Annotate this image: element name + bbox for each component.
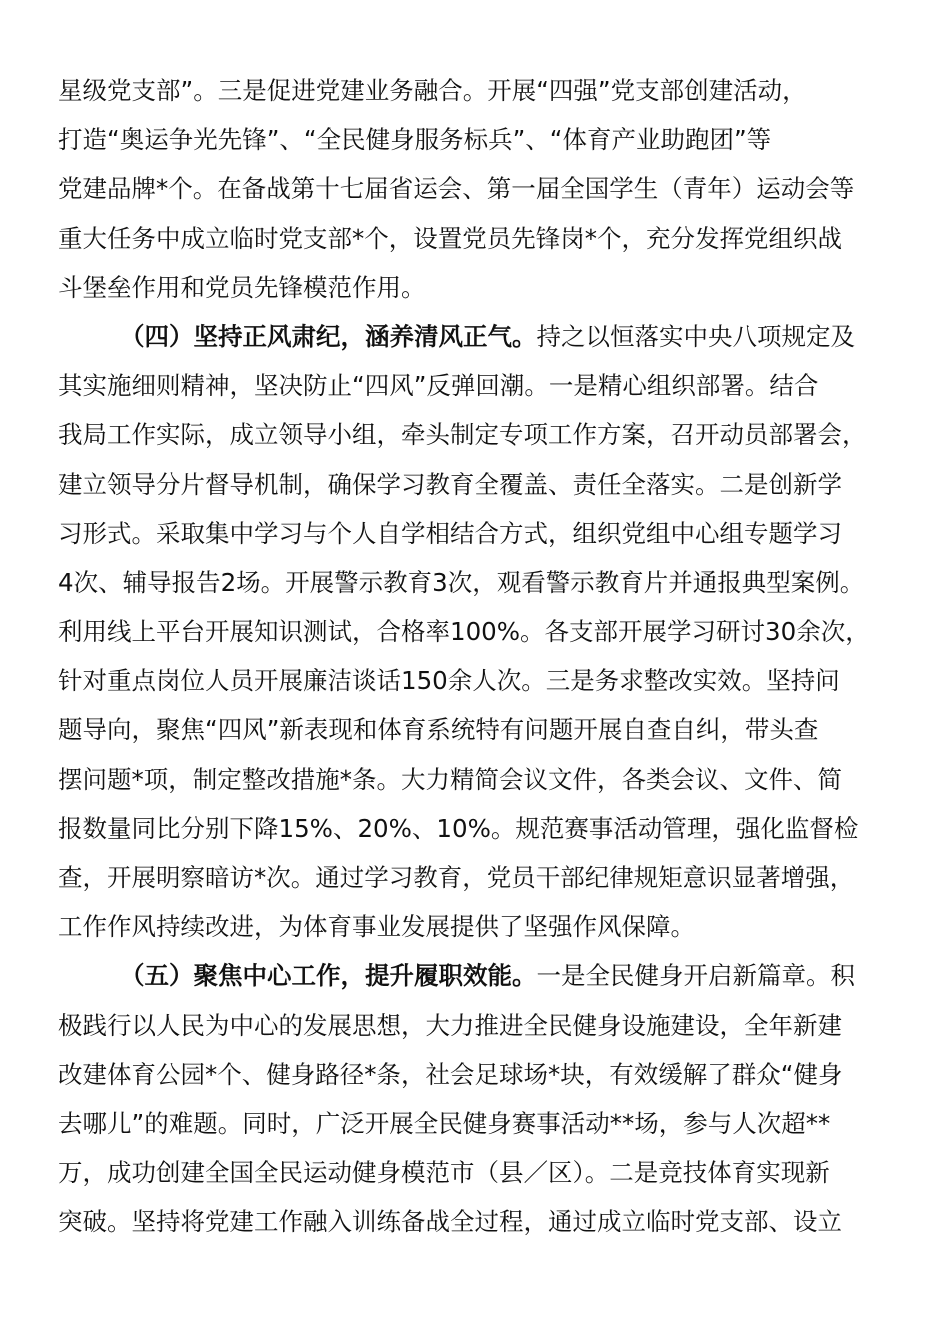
text-line: 星级党支部”。三是促进党建业务融合。开展“四强”党支部创建活动，: [58, 76, 807, 105]
text-run: 持之以恒落实中央八项规定及: [536, 321, 855, 351]
text-line: 极践行以人民为中心的发展思想，大力推进全民健身设施建设，全年新建: [58, 1010, 842, 1040]
text-line: 4次、辅导报告2场。开展警示教育3次，观看警示教育片并通报典型案例。: [58, 567, 865, 597]
text-line: 题导向，聚焦“四风”新表现和体育系统特有问题开展自查自纠，带头查: [58, 715, 819, 745]
text-line: 报数量同比分别下降15%、20%、10%。规范赛事活动管理，强化监督检: [58, 813, 859, 843]
section-heading: （四）坚持正风肃纪，涵养清风正气。: [120, 321, 537, 351]
text-line: 建立领导分片督导机制，确保学习教育全覆盖、责任全落实。二是创新学: [58, 469, 842, 499]
text-line: 万，成功创建全国全民运动健身模范市（县／区）。二是竞技体育实现新: [58, 1158, 830, 1188]
text-line: 突破。坚持将党建工作融入训练备战全过程，通过成立临时党支部、设立: [58, 1207, 842, 1237]
section-4-heading-line: [58, 312, 888, 361]
text-run: 一是全民健身开启新篇章。积: [536, 961, 855, 991]
text-line: 重大任务中成立临时党支部*个，设置党员先锋岗*个，充分发挥党组织战: [58, 223, 842, 253]
section-heading: （五）聚焦中心工作，提升履职效能。: [120, 961, 537, 991]
text-line: 工作作风持续改进，为体育事业发展提供了坚强作风保障。: [58, 912, 695, 942]
text-line: 其实施细则精神，坚决防止“四风”反弹回潮。一是精心组织部署。结合: [58, 371, 819, 401]
text-line: 去哪儿”的难题。同时，广泛开展全民健身赛事活动**场，参与人次超**: [58, 1108, 831, 1138]
section-5-heading-line: [58, 951, 888, 1000]
text-line: 摆问题*项，制定整改措施*条。大力精简会议文件，各类会议、文件、简: [58, 764, 842, 794]
text-line: 习形式。采取集中学习与个人自学相结合方式，组织党组中心组专题学习: [58, 518, 842, 548]
text-line: 我局工作实际，成立领导小组，牵头制定专项工作方案，召开动员部署会，: [58, 420, 867, 450]
text-line: 斗堡垒作用和党员先锋模范作用。: [58, 272, 426, 302]
text-line: 查，开展明察暗访*次。通过学习教育，党员干部纪律规矩意识显著增强，: [58, 863, 855, 892]
text-line: 党建品牌*个。在备战第十七届省运会、第一届全国学生（青年）运动会等: [58, 174, 855, 204]
text-line: 利用线上平台开展知识测试，合格率100%。各支部开展学习研讨30余次，: [58, 617, 870, 647]
document-page: [58, 66, 888, 1247]
text-line: 改建体育公园*个、健身路径*条，社会足球场*块，有效缓解了群众“健身: [58, 1059, 843, 1089]
text-line: 打造“奥运争光先锋”、“全民健身服务标兵”、“体育产业助跑团”等: [58, 125, 772, 155]
text-line: 针对重点岗位人员开展廉洁谈话150余人次。三是务求整改实效。坚持问: [58, 666, 840, 696]
